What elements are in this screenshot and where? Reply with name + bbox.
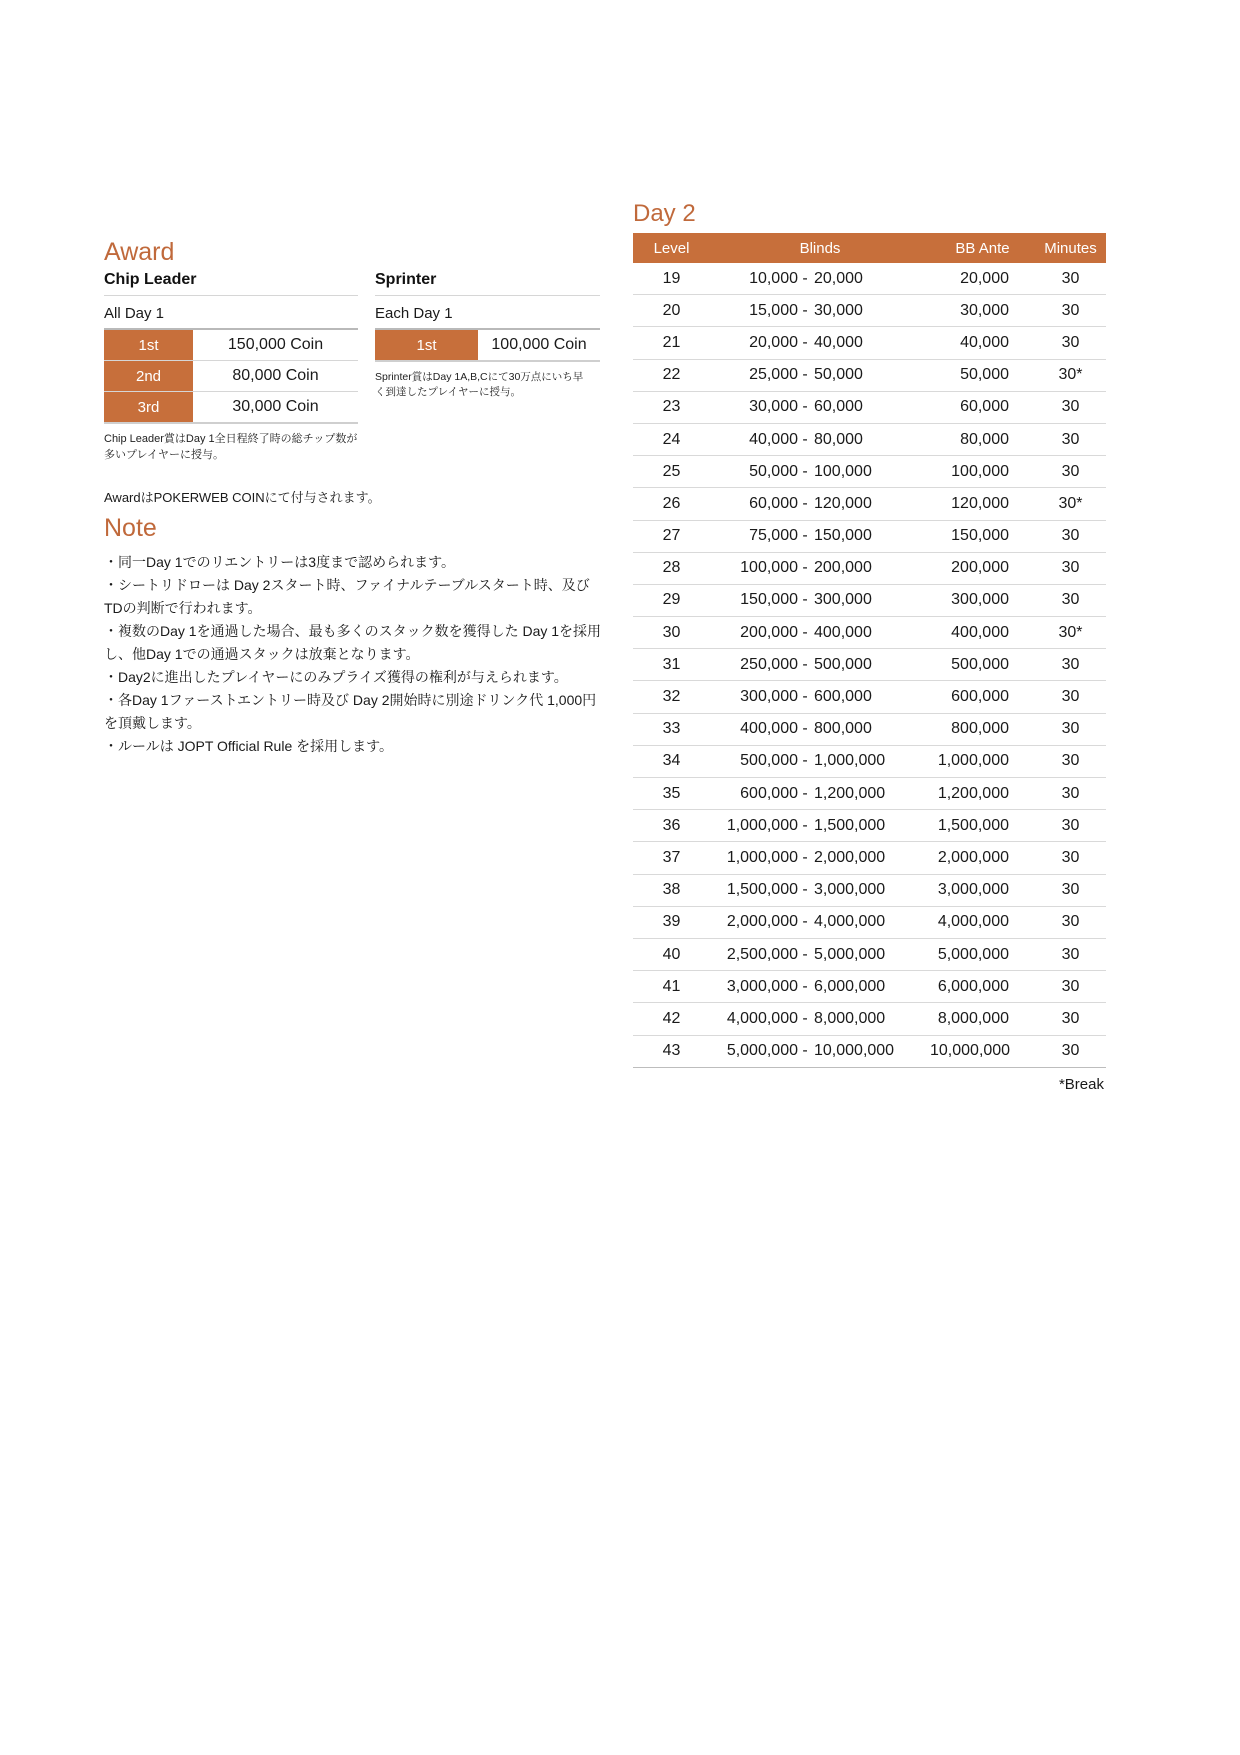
big-blind-value: 40,000 [814, 333, 863, 351]
blinds-cell [710, 688, 930, 706]
prize-row [104, 391, 358, 422]
prize-row [104, 330, 358, 360]
level-cell: 42 [662, 1009, 681, 1027]
small-blind-value: 250,000 [740, 655, 798, 673]
minutes-cell: 30 [1061, 462, 1080, 480]
level-cell: 28 [662, 559, 681, 577]
prize-cell: 30,000 Coin [232, 398, 319, 415]
bb-ante-cell: 80,000 [960, 430, 1009, 448]
table-row [633, 842, 1106, 874]
minutes-cell: 30 [1061, 752, 1080, 770]
level-cell: 24 [662, 430, 681, 448]
blinds-dash: - [802, 977, 808, 995]
table-row [633, 649, 1106, 681]
table-row [633, 1003, 1106, 1035]
blinds-cell [710, 946, 930, 964]
level-cell: 35 [662, 784, 681, 802]
minutes-cell: 30* [1058, 494, 1083, 512]
small-blind-value: 150,000 [740, 591, 798, 609]
bb-ante-cell: 3,000,000 [937, 881, 1009, 899]
small-blind-value: 60,000 [749, 494, 798, 512]
small-blind-value: 1,000,000 [726, 848, 798, 866]
header-cell-bb-ante: BB Ante [955, 239, 1010, 257]
day2-table-body [633, 263, 1106, 1068]
table-row [633, 907, 1106, 939]
minutes-cell: 30 [1061, 881, 1080, 899]
bb-ante-cell: 20,000 [960, 269, 1009, 287]
small-blind-value: 300,000 [740, 688, 798, 706]
table-row [633, 263, 1106, 295]
big-blind-value: 5,000,000 [814, 945, 886, 963]
note-item: ・ルールは JOPT Official Rule を採用します。 [104, 738, 394, 754]
table-row [633, 327, 1106, 359]
blinds-dash: - [802, 269, 808, 287]
chip-leader-footnote: Chip Leader賞はDay 1全日程終了時の総チップ数が多いプレイヤーに授与。 [104, 433, 358, 461]
table-row [633, 714, 1106, 746]
blinds-cell [710, 752, 930, 770]
award-section-title: Award [104, 238, 175, 266]
level-cell: 22 [662, 366, 681, 384]
bb-ante-cell: 60,000 [960, 398, 1009, 416]
note-section [104, 514, 602, 758]
bb-ante-cell: 10,000,000 [930, 1042, 1011, 1060]
big-blind-value: 60,000 [814, 398, 863, 416]
bb-ante-cell: 150,000 [951, 527, 1009, 545]
sprinter-heading: Sprinter [375, 271, 600, 296]
note-item: ・複数のDay 1を通過した場合、最も多くのスタック数を獲得した Day 1を採用し、他Day 1での通過スタックは放棄となります。 [104, 623, 602, 662]
bb-ante-cell: 120,000 [951, 494, 1009, 512]
small-blind-value: 10,000 [749, 269, 798, 287]
blinds-cell [710, 559, 930, 577]
bb-ante-cell: 300,000 [951, 591, 1009, 609]
small-blind-value: 100,000 [740, 559, 798, 577]
big-blind-value: 1,500,000 [814, 816, 886, 834]
table-row [633, 746, 1106, 778]
note-section-title: Note [104, 514, 157, 542]
note-item: ・Day2に進出したプレイヤーにのみプライズ獲得の権利が与えられます。 [104, 669, 568, 685]
small-blind-value: 4,000,000 [726, 1009, 798, 1027]
blinds-dash: - [802, 848, 808, 866]
table-row [633, 424, 1106, 456]
prize-cell: 150,000 Coin [227, 336, 324, 353]
big-blind-value: 4,000,000 [814, 913, 886, 931]
big-blind-value: 10,000,000 [814, 1042, 895, 1060]
big-blind-value: 150,000 [814, 527, 872, 545]
chip-leader-block [104, 271, 358, 464]
small-blind-value: 500,000 [740, 752, 798, 770]
blinds-dash: - [802, 301, 808, 319]
blinds-dash: - [802, 462, 808, 480]
sprinter-footnote: Sprinter賞はDay 1A,B,Cにて30万点にいち早く到達したプレイヤーに授与。 [375, 371, 584, 399]
small-blind-value: 200,000 [740, 623, 798, 641]
header-cell-minutes: Minutes [1044, 239, 1097, 257]
big-blind-value: 300,000 [814, 591, 872, 609]
blinds-dash: - [802, 752, 808, 770]
bb-ante-cell: 100,000 [951, 462, 1009, 480]
level-cell: 41 [662, 977, 681, 995]
blinds-cell [710, 785, 930, 803]
table-row [633, 875, 1106, 907]
note-item: ・シートリドローは Day 2スタート時、ファイナルテーブルスタート時、及びTDの判断で行われます。 [104, 577, 590, 616]
blinds-dash: - [802, 720, 808, 738]
minutes-cell: 30 [1061, 945, 1080, 963]
table-row [633, 810, 1106, 842]
minutes-cell: 30 [1061, 1042, 1080, 1060]
rank-cell: 1st [375, 330, 478, 360]
blinds-cell [710, 978, 930, 996]
bb-ante-cell: 400,000 [951, 623, 1009, 641]
prize-cell: 80,000 Coin [232, 367, 319, 384]
table-row [633, 521, 1106, 553]
level-cell: 27 [662, 527, 681, 545]
note-item: ・各Day 1ファーストエントリー時及び Day 2開始時に別途ドリンク代 1,000円を頂戴します。 [104, 692, 597, 731]
level-cell: 36 [662, 816, 681, 834]
note-item: ・同一Day 1でのリエントリーは3度まで認められます。 [104, 554, 455, 570]
blinds-dash: - [802, 527, 808, 545]
minutes-cell: 30 [1061, 848, 1080, 866]
table-row [633, 553, 1106, 585]
minutes-cell: 30 [1061, 784, 1080, 802]
bb-ante-cell: 200,000 [951, 559, 1009, 577]
small-blind-value: 5,000,000 [726, 1042, 798, 1060]
small-blind-value: 2,500,000 [726, 945, 798, 963]
big-blind-value: 20,000 [814, 269, 863, 287]
chip-leader-table [104, 328, 358, 424]
blinds-dash: - [802, 333, 808, 351]
header-cell-blinds: Blinds [799, 239, 841, 257]
blinds-dash: - [802, 881, 808, 899]
small-blind-value: 25,000 [749, 366, 798, 384]
big-blind-value: 50,000 [814, 366, 863, 384]
bb-ante-cell: 50,000 [960, 366, 1009, 384]
blinds-dash: - [802, 623, 808, 641]
blinds-cell [710, 463, 930, 481]
bb-ante-cell: 600,000 [951, 688, 1009, 706]
small-blind-value: 50,000 [749, 462, 798, 480]
big-blind-value: 500,000 [814, 655, 872, 673]
small-blind-value: 1,500,000 [726, 881, 798, 899]
table-row [633, 778, 1106, 810]
blinds-dash: - [802, 688, 808, 706]
bb-ante-cell: 800,000 [951, 720, 1009, 738]
blinds-dash: - [802, 655, 808, 673]
minutes-cell: 30 [1061, 398, 1080, 416]
table-row [633, 617, 1106, 649]
small-blind-value: 15,000 [749, 301, 798, 319]
blinds-cell [710, 1010, 930, 1028]
level-cell: 26 [662, 494, 681, 512]
blinds-cell [710, 913, 930, 931]
day2-table-header [633, 233, 1106, 263]
level-cell: 40 [662, 945, 681, 963]
blinds-dash: - [802, 913, 808, 931]
blinds-dash: - [802, 366, 808, 384]
blinds-cell [710, 431, 930, 449]
big-blind-value: 800,000 [814, 720, 872, 738]
chip-leader-heading: Chip Leader [104, 271, 358, 296]
minutes-cell: 30* [1058, 366, 1083, 384]
blinds-dash: - [802, 816, 808, 834]
bb-ante-cell: 1,200,000 [937, 784, 1009, 802]
big-blind-value: 200,000 [814, 559, 872, 577]
bb-ante-cell: 8,000,000 [937, 1009, 1009, 1027]
bb-ante-cell: 500,000 [951, 655, 1009, 673]
minutes-cell: 30 [1061, 655, 1080, 673]
bb-ante-cell: 1,500,000 [937, 816, 1009, 834]
minutes-cell: 30 [1061, 527, 1080, 545]
table-row [633, 488, 1106, 520]
blinds-cell [710, 817, 930, 835]
small-blind-value: 2,000,000 [726, 913, 798, 931]
minutes-cell: 30 [1061, 430, 1080, 448]
level-cell: 21 [662, 333, 681, 351]
blinds-cell [710, 720, 930, 738]
blinds-cell [710, 849, 930, 867]
minutes-cell: 30 [1061, 913, 1080, 931]
level-cell: 31 [662, 655, 681, 673]
note-list [104, 551, 602, 758]
blinds-dash: - [802, 784, 808, 802]
blinds-dash: - [802, 559, 808, 577]
minutes-cell: 30 [1061, 591, 1080, 609]
big-blind-value: 3,000,000 [814, 881, 886, 899]
bb-ante-cell: 2,000,000 [937, 848, 1009, 866]
bb-ante-cell: 4,000,000 [937, 913, 1009, 931]
level-cell: 37 [662, 848, 681, 866]
blinds-cell [710, 334, 930, 352]
prize-row [104, 360, 358, 391]
minutes-cell: 30 [1061, 301, 1080, 319]
level-cell: 34 [662, 752, 681, 770]
table-row [633, 360, 1106, 392]
minutes-cell: 30 [1061, 688, 1080, 706]
sprinter-subheading: Each Day 1 [375, 305, 453, 322]
blinds-cell [710, 398, 930, 416]
level-cell: 23 [662, 398, 681, 416]
table-row [633, 392, 1106, 424]
big-blind-value: 80,000 [814, 430, 863, 448]
level-cell: 32 [662, 688, 681, 706]
table-row [633, 1036, 1106, 1068]
blinds-cell [710, 366, 930, 384]
rank-cell: 2nd [104, 361, 193, 391]
minutes-cell: 30 [1061, 720, 1080, 738]
day2-section [633, 200, 1106, 1093]
small-blind-value: 75,000 [749, 527, 798, 545]
header-cell-level: Level [653, 239, 690, 257]
rank-cell: 1st [104, 330, 193, 360]
award-coin-note: AwardはPOKERWEB COINにて付与されます。 [104, 490, 381, 505]
small-blind-value: 600,000 [740, 784, 798, 802]
level-cell: 29 [662, 591, 681, 609]
big-blind-value: 1,200,000 [814, 784, 886, 802]
bb-ante-cell: 5,000,000 [937, 945, 1009, 963]
big-blind-value: 1,000,000 [814, 752, 886, 770]
blinds-cell [710, 495, 930, 513]
big-blind-value: 120,000 [814, 494, 872, 512]
blinds-dash: - [802, 945, 808, 963]
blinds-cell [710, 270, 930, 288]
level-cell: 19 [662, 269, 681, 287]
minutes-cell: 30 [1061, 977, 1080, 995]
blinds-cell [710, 1042, 930, 1060]
minutes-cell: 30* [1058, 623, 1083, 641]
minutes-cell: 30 [1061, 816, 1080, 834]
level-cell: 43 [662, 1042, 681, 1060]
table-row [633, 939, 1106, 971]
level-cell: 20 [662, 301, 681, 319]
table-row [633, 971, 1106, 1003]
bb-ante-cell: 1,000,000 [937, 752, 1009, 770]
blinds-dash: - [802, 591, 808, 609]
blinds-dash: - [802, 1042, 808, 1060]
rank-cell: 3rd [104, 392, 193, 422]
blinds-cell [710, 656, 930, 674]
table-row [633, 295, 1106, 327]
chip-leader-subheading: All Day 1 [104, 305, 165, 322]
small-blind-value: 40,000 [749, 430, 798, 448]
blinds-dash: - [802, 430, 808, 448]
big-blind-value: 8,000,000 [814, 1009, 886, 1027]
break-footnote: *Break [1058, 1075, 1104, 1093]
minutes-cell: 30 [1061, 1009, 1080, 1027]
blinds-dash: - [802, 1009, 808, 1027]
big-blind-value: 2,000,000 [814, 848, 886, 866]
small-blind-value: 400,000 [740, 720, 798, 738]
level-cell: 33 [662, 720, 681, 738]
small-blind-value: 30,000 [749, 398, 798, 416]
big-blind-value: 400,000 [814, 623, 872, 641]
blinds-cell [710, 302, 930, 320]
big-blind-value: 6,000,000 [814, 977, 886, 995]
level-cell: 38 [662, 881, 681, 899]
minutes-cell: 30 [1061, 559, 1080, 577]
small-blind-value: 20,000 [749, 333, 798, 351]
big-blind-value: 600,000 [814, 688, 872, 706]
table-row [633, 456, 1106, 488]
bb-ante-cell: 40,000 [960, 333, 1009, 351]
blinds-cell [710, 527, 930, 545]
level-cell: 25 [662, 462, 681, 480]
table-row [633, 585, 1106, 617]
sprinter-block [375, 271, 600, 400]
minutes-cell: 30 [1061, 269, 1080, 287]
prize-cell: 100,000 Coin [491, 336, 587, 353]
blinds-cell [710, 881, 930, 899]
big-blind-value: 100,000 [814, 462, 872, 480]
blinds-cell [710, 624, 930, 642]
blinds-dash: - [802, 494, 808, 512]
sprinter-table [375, 328, 600, 362]
bb-ante-cell: 6,000,000 [937, 977, 1009, 995]
small-blind-value: 3,000,000 [726, 977, 798, 995]
table-row [633, 681, 1106, 713]
small-blind-value: 1,000,000 [726, 816, 798, 834]
day2-section-title: Day 2 [633, 200, 696, 227]
blinds-dash: - [802, 398, 808, 416]
prize-row [375, 330, 600, 360]
minutes-cell: 30 [1061, 333, 1080, 351]
big-blind-value: 30,000 [814, 301, 863, 319]
level-cell: 30 [662, 623, 681, 641]
blinds-cell [710, 591, 930, 609]
bb-ante-cell: 30,000 [960, 301, 1009, 319]
level-cell: 39 [662, 913, 681, 931]
